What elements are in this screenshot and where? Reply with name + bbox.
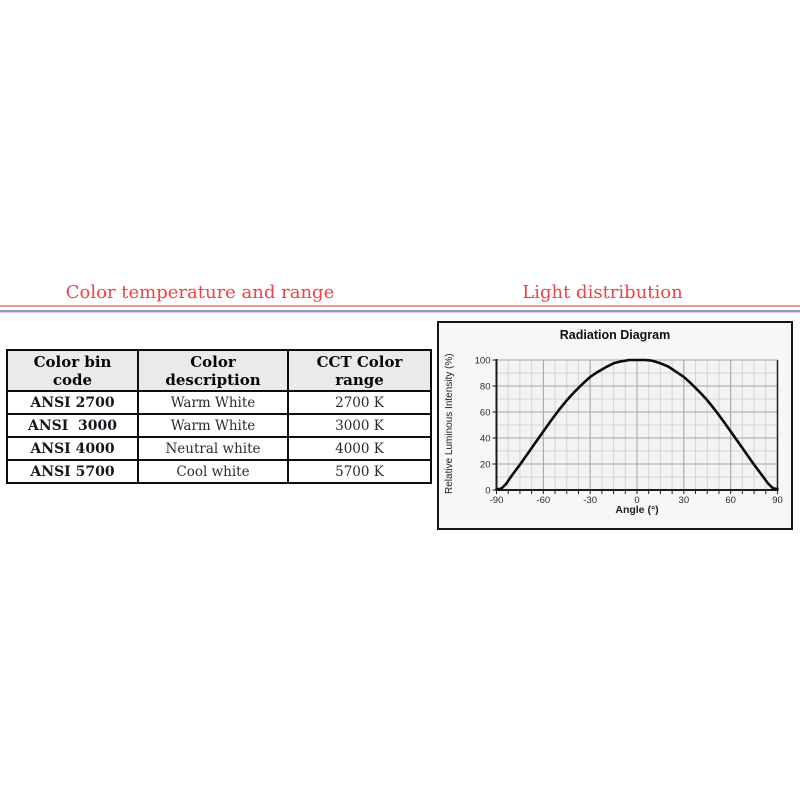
x-tick-label: 60: [725, 495, 736, 506]
chart-plot-svg: [439, 323, 791, 528]
table-cell: Warm White: [138, 391, 288, 414]
right-section-heading: Light distribution: [522, 282, 683, 303]
x-axis-label: Angle (°): [615, 504, 659, 516]
x-tick-label: 30: [678, 495, 690, 506]
table-header-cell: Color description: [138, 350, 288, 391]
table-cell: ANSI 5700: [7, 460, 138, 483]
table-cell: 2700 K: [288, 391, 431, 414]
radiation-diagram-chart: [437, 321, 793, 530]
table-header-cell: CCT Color range: [288, 350, 431, 391]
table-body: [7, 391, 431, 483]
blue-horizontal-rule: [0, 310, 800, 313]
y-axis-label: Relative Luminous Intensity (%): [444, 353, 455, 495]
left-section-heading: Color temperature and range: [65, 282, 335, 303]
y-tick-label: 0: [485, 485, 491, 497]
table-row: [7, 414, 431, 437]
table-cell: 4000 K: [288, 437, 431, 460]
y-tick-label: 80: [479, 381, 491, 393]
table-cell: ANSI 4000: [7, 437, 138, 460]
table-header-row: [7, 350, 431, 391]
x-tick-label: 0: [634, 495, 640, 506]
color-temperature-table: [6, 349, 432, 484]
table-cell: Neutral white: [138, 437, 288, 460]
table-cell: Warm White: [138, 414, 288, 437]
table-cell: ANSI 3000: [7, 414, 138, 437]
x-tick-label: 90: [772, 495, 783, 506]
table-cell: Cool white: [138, 460, 288, 483]
table-row: [7, 460, 431, 483]
table-row: [7, 437, 431, 460]
y-tick-label: 40: [479, 433, 491, 445]
table-cell: 3000 K: [288, 414, 431, 437]
table-header-row: [7, 350, 431, 391]
x-tick-label: -90: [489, 495, 504, 506]
chart-title: Radiation Diagram: [559, 328, 671, 342]
table-cell: ANSI 2700: [7, 391, 138, 414]
x-tick-label: -60: [536, 495, 551, 506]
table-cell: 5700 K: [288, 460, 431, 483]
x-tick-label: -30: [583, 495, 598, 506]
red-horizontal-rule: [0, 305, 800, 307]
y-tick-label: 60: [479, 407, 491, 419]
y-tick-label: 20: [479, 459, 491, 471]
table-row: [7, 391, 431, 414]
y-tick-label: 100: [474, 355, 491, 367]
table-header-cell: Color bin code: [7, 350, 138, 391]
